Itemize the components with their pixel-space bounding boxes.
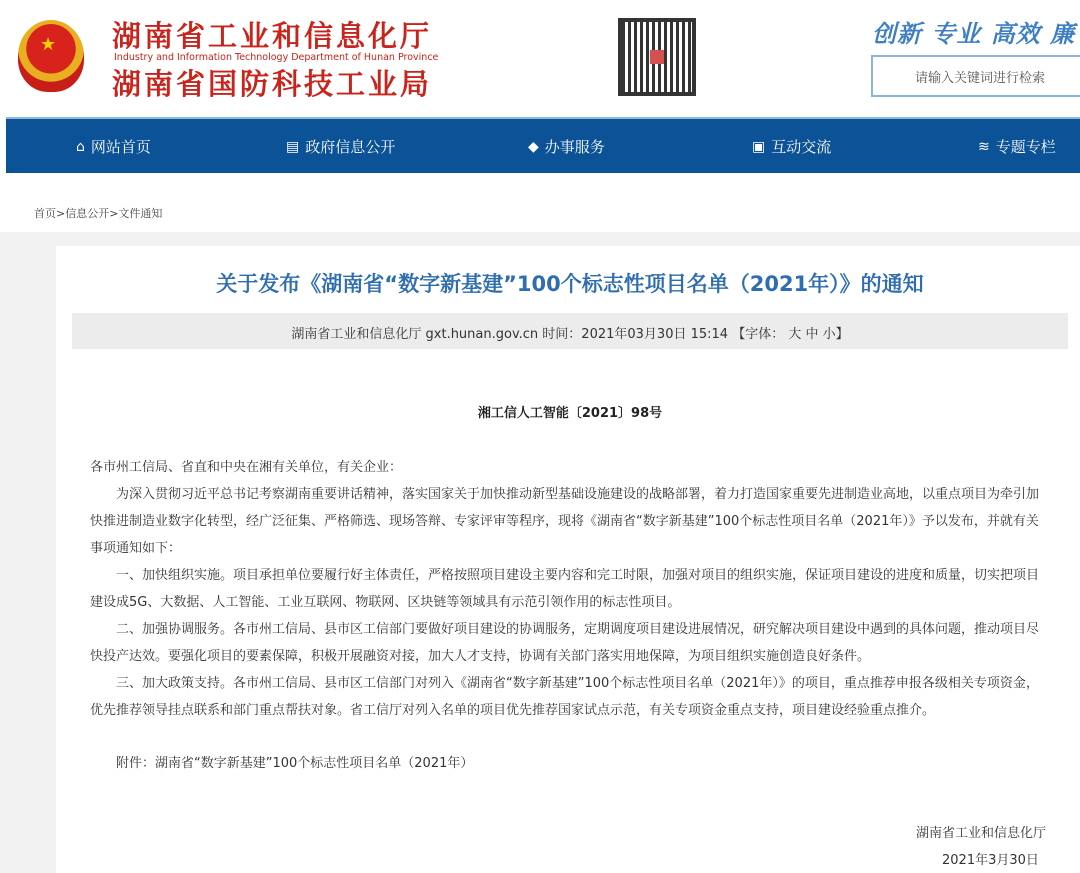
qr-code-image (618, 18, 696, 96)
chat-icon: ▣ (752, 138, 766, 155)
home-icon: ⌂ (76, 138, 85, 155)
salutation: 各市州工信局、省直和中央在湘有关单位，有关企业： (90, 460, 403, 475)
national-emblem-logo: ★ (18, 20, 84, 92)
nav-item-home[interactable] (76, 136, 151, 157)
article-title: 关于发布《湖南省“数字新基建”100个标志性项目名单（2021年）》的通知 (216, 272, 924, 296)
layers-icon: ≋ (978, 138, 990, 155)
paragraph: 三、加大政策支持。各市州工信局、县市区工信部门对列入《湖南省“数字新基建”100个标志性项目名单（2021年）》的项目，重点推荐申报各级相关专项资金，优先推荐领导挂点联系和部门重点帮扶对象。省工信厅对列入名单的项目优先推荐国家试点示范，有关专项资金重点支持，项目建设经验重点推介。 (90, 676, 1039, 718)
nav-item-interaction[interactable] (752, 136, 831, 157)
handshake-icon: ◆ (528, 138, 539, 155)
attachment-link[interactable]: 附件：湖南省“数字新基建”100个标志性项目名单（2021年） (116, 756, 474, 771)
slogan: 创新 专业 高效 廉 (872, 20, 1076, 48)
paragraph: 为深入贯彻习近平总书记考察湖南重要讲话精神，落实国家关于加快推动新型基础设施建设的战略部署，着力打造国家重要先进制造业高地，以重点项目为牵引加快推进制造业数字化转型，经广泛征集、严格筛选、现场答辩、专家评审等程序，现将《湖南省“数字新基建”100个标志性项目名单（2021年）》予以发布，并就有关事项通知如下： (90, 487, 1040, 556)
document-icon: ▤ (286, 138, 300, 155)
signature: 湖南省工业和信息化厅 (916, 826, 1047, 841)
article-meta: 湖南省工业和信息化厅 gxt.hunan.gov.cn 时间：2021年03月30日 15:14 【字体： 大 中 小】 (72, 313, 1068, 349)
nav-label: 网站首页 (90, 138, 151, 156)
nav-label: 专题专栏 (995, 138, 1056, 156)
nav-label: 互动交流 (771, 138, 832, 156)
site-header (0, 0, 1080, 116)
nav-item-topics[interactable] (978, 136, 1056, 157)
article-body (90, 454, 1050, 777)
site-title-cn2: 湖南省国防科技工业局 (112, 67, 433, 101)
paragraph: 一、加快组织实施。项目承担单位要履行好主体责任，严格按照项目建设主要内容和完工时限，加强对项目的组织实施，保证项目建设的进度和质量，切实把项目建设成5G、大数据、人工智能、工业互联网、物联网、区块链等领域具有示范引领作用的标志性项目。 (90, 568, 1040, 610)
document-number: 湘工信人工智能〔2021〕98号 (477, 406, 663, 421)
nav-label: 政府信息公开 (305, 138, 396, 156)
nav-item-services[interactable] (528, 136, 605, 157)
breadcrumb[interactable]: 首页>信息公开>文件通知 (34, 207, 163, 220)
issue-date: 2021年3月30日 (942, 853, 1039, 868)
site-title-en: Industry and Information Technology Department of Hunan Province (114, 52, 439, 63)
paragraph: 二、加强协调服务。各市州工信局、县市区工信部门要做好项目建设的协调服务，定期调度项目建设进展情况，研究解决项目建设中遇到的具体问题，推动项目尽快投产达效。要强化项目的要素保障，积极开展融资对接，加大人才支持，协调有关部门落实用地保障，为项目组织实施创造良好条件。 (90, 622, 1040, 664)
nav-label: 办事服务 (544, 138, 605, 156)
main-nav (6, 117, 1080, 173)
search-input[interactable]: 请输入关键词进行检索 (871, 55, 1080, 97)
site-title-cn: 湖南省工业和信息化厅 (112, 19, 433, 53)
nav-item-gov-info[interactable] (286, 136, 395, 157)
